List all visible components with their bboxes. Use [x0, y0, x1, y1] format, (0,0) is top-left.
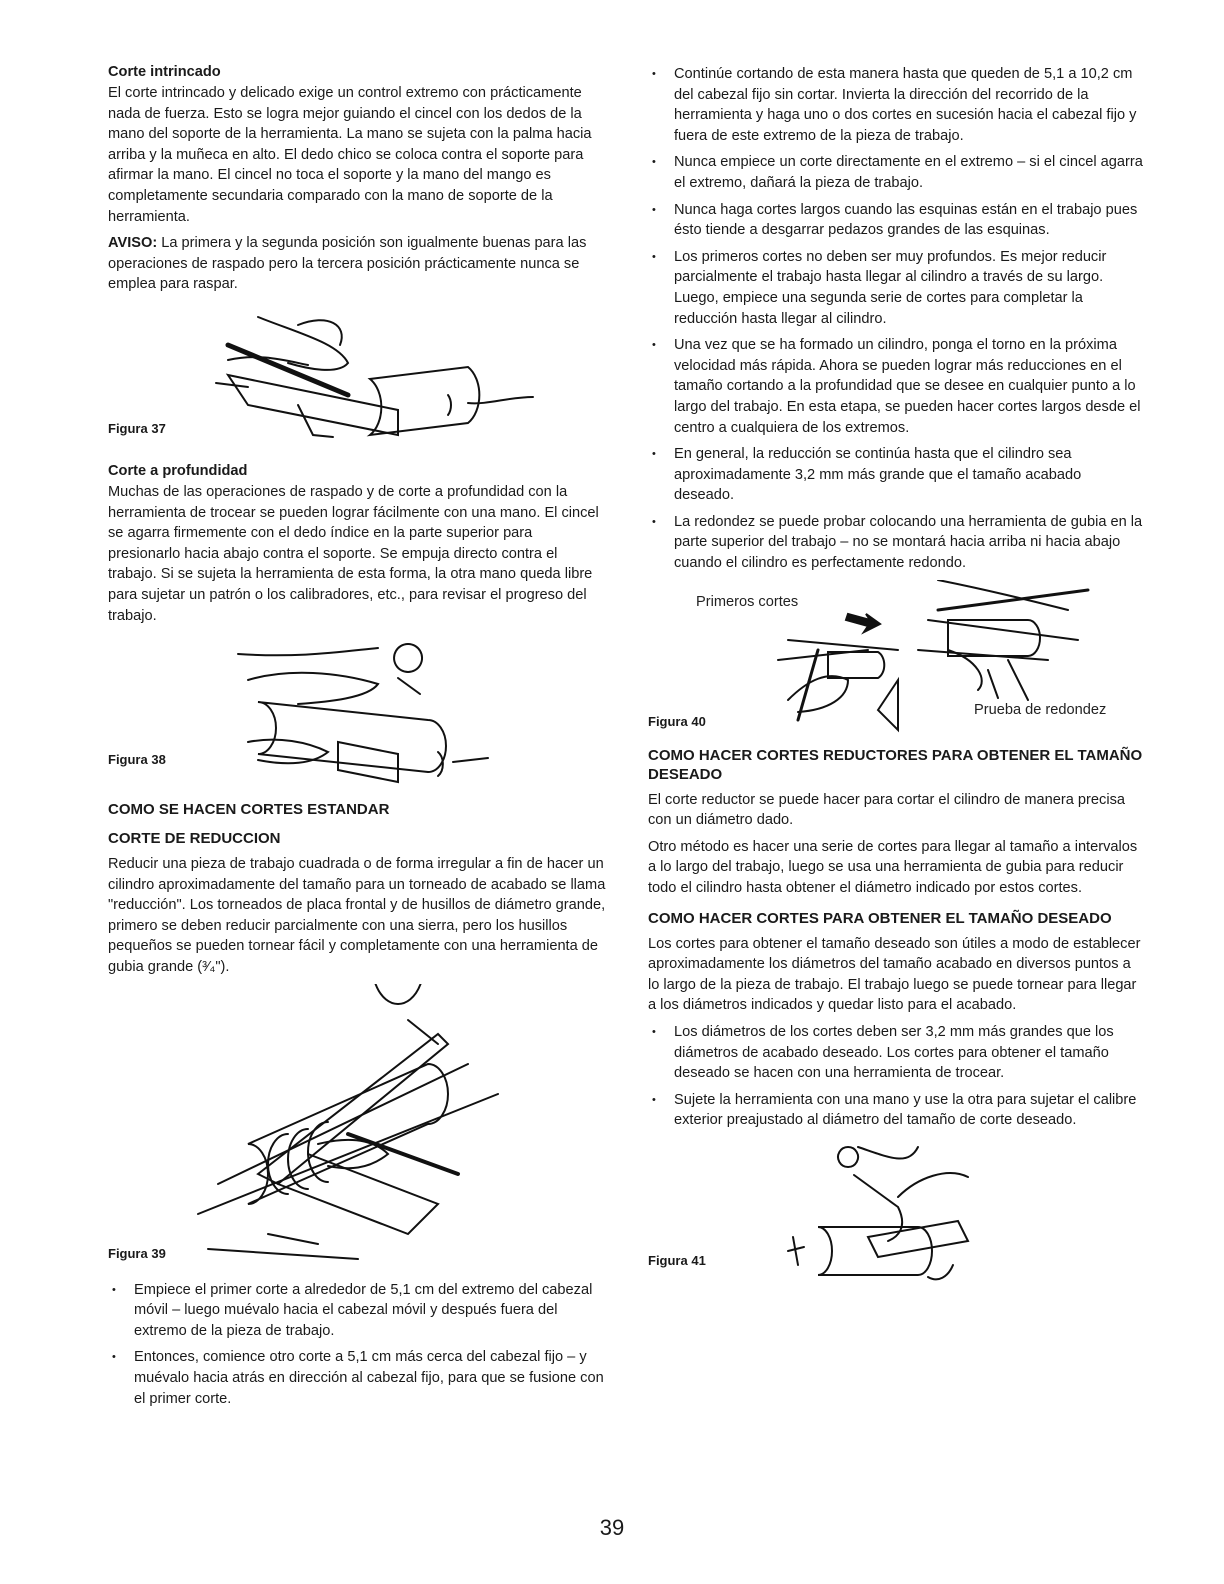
- list-item: • Entonces, comience otro corte a 5,1 cm más cerca del cabezal fijo – y muévalo hacia atrás en dirección al cabezal fijo, para que se fusione con el primer corte.: [108, 1347, 608, 1409]
- paragraph: El corte intrincado y delicado exige un control extremo con prácticamente nada de fuerza. Esto se logra mejor guiando el cincel con los dedos de la mano del soporte de la herramienta. La mano se sujeta con la palma hacia arriba y la muñeca en alto. El dedo chico se coloca contra el soporte para afirmar la mano. El cincel no toca el soporte y la mano del mango es completamente secundaria comparado con la mano de soporte de la herramienta.: [108, 85, 592, 225]
- note-text: La primera y la segunda posición son igualmente buenas para las operaciones de raspado pero la tercera posición prácticamente nunca se emplea para raspar.: [108, 235, 587, 293]
- list-item: • Nunca empiece un corte directamente en el extremo – si el cincel agarra el extremo, dañará la pieza de trabajo.: [648, 152, 1144, 193]
- list-item: • Una vez que se ha formado un cilindro, ponga el torno en la próxima velocidad más rápida. Ahora se pueden lograr más reducciones en el tamaño cortando a la profundidad que se desee en cualquier punto a lo largo del trabajo. En esta etapa, se pueden hacer cortes largos desde el centro a cualquiera de los extremos.: [648, 335, 1144, 438]
- figure-40: [648, 580, 1144, 740]
- figure-39-label: Figura 39: [108, 1245, 166, 1261]
- list-item: • Continúe cortando de esta manera hasta que queden de 5,1 a 10,2 cm del cabezal fijo sin cortar. Invierta la dirección del recorrido de la herramienta y haga uno o dos cortes en sucesión hacia el cabezal fijo y fuera de este extremo de la pieza de trabajo.: [648, 64, 1144, 146]
- note-paragraph: [108, 233, 608, 295]
- list-item: • Nunca haga cortes largos cuando las esquinas están en el trabajo pues ésto tiende a desgarrar pedazos grandes de las esquinas.: [648, 200, 1144, 241]
- section-title-corte-intrincado: Corte intrincado: [108, 64, 221, 80]
- paragraph: Otro método es hacer una serie de cortes para llegar al tamaño a intervalos a lo largo del trabajo, luego se usa una herramienta de gubia para reducir todo el cilindro hasta obtener el diámetro indicado por estos cortes.: [648, 838, 1138, 897]
- left-column: [108, 64, 608, 1415]
- paragraph: Los cortes para obtener el tamaño deseado son útiles a modo de establecer aproximadamente los diámetros del tamaño acabado en diversos puntos a lo largo de la pieza de trabajo. El trabajo luego se puede tornear para llegar a los diámetros indicados y quedar listo para el acabado.: [648, 935, 1141, 1014]
- list-item: • Los diámetros de los cortes deben ser 3,2 mm más grandes que los diámetros de acabado deseado. Los cortes para obtener el tamaño deseado se hacen con una herramienta de trocear.: [648, 1022, 1144, 1084]
- figure-37-illustration: [108, 305, 608, 453]
- figure-40-caption-first-cuts: Primeros cortes: [696, 593, 799, 610]
- bullet-list: [648, 64, 1144, 574]
- right-column: [648, 64, 1144, 1287]
- figure-40-label: Figura 40: [648, 713, 706, 729]
- figure-38-label: Figura 38: [108, 752, 166, 768]
- figure-41: [648, 1137, 1144, 1287]
- heading-cortes-tamano-deseado: COMO HACER CORTES PARA OBTENER EL TAMAÑO DESEADO: [648, 909, 1112, 927]
- list-item: • Sujete la herramienta con una mano y use la otra para sujetar el calibre exterior preajustado al diámetro del tamaño de corte deseado.: [648, 1090, 1144, 1131]
- list-item: • La redondez se puede probar colocando una herramienta de gubia en la parte superior del trabajo – no se montará hacia arriba ni hacia abajo cuando el cilindro es perfectamente redondo.: [648, 512, 1144, 574]
- figure-41-illustration: [648, 1137, 1144, 1287]
- figure-40-caption-roundness-test: Prueba de redondez: [974, 701, 1107, 718]
- figure-38: [108, 632, 608, 792]
- list-item: • En general, la reducción se continúa hasta que el cilindro sea aproximadamente 3,2 mm más grande que el tamaño acabado deseado.: [648, 444, 1144, 506]
- page-number: 39: [599, 1515, 625, 1540]
- paragraph: Muchas de las operaciones de raspado y de corte a profundidad con la herramienta de trocear se pueden lograr fácilmente con una mano. El cincel se agarra firmemente con el dedo índice en la parte superior para presionarlo hacia abajo contra el soporte. Se empuja directo contra el trabajo. Si se sujeta la herramienta de esta forma, la otra mano queda libre para sujetar un patrón o los calibradores, etc., para revisar el progreso del trabajo.: [108, 483, 599, 624]
- list-item: • Empiece el primer corte a alrededor de 5,1 cm del extremo del cabezal móvil – luego muévalo hacia el cabezal móvil y después fuera del extremo de la pieza de trabajo.: [108, 1280, 608, 1342]
- paragraph: El corte reductor se puede hacer para cortar el cilindro de manera precisa con un diámetro dado.: [648, 791, 1125, 829]
- figure-39-illustration: [108, 984, 608, 1266]
- heading-cortes-reductores: COMO HACER CORTES REDUCTORES PARA OBTENER EL TAMAÑO DESEADO: [648, 746, 1143, 783]
- bullet-list: [648, 1022, 1144, 1131]
- heading-cortes-estandar: COMO SE HACEN CORTES ESTANDAR: [108, 801, 390, 819]
- subheading-corte-de-reduccion: CORTE DE REDUCCION: [108, 830, 281, 848]
- section-title-corte-a-profundidad: Corte a profundidad: [108, 462, 248, 479]
- figure-38-illustration: [108, 632, 608, 792]
- note-label: AVISO:: [108, 235, 158, 252]
- figure-37-label: Figura 37: [108, 420, 166, 436]
- bullet-list: [108, 1280, 608, 1410]
- paragraph: Reducir una pieza de trabajo cuadrada o de forma irregular a fin de hacer un cilindro aproximadamente del tamaño para un torneado de acabado se llama "reducción". Los torneados de placa frontal y de husillos de diámetro grande, primero se deben reducir parcialmente con una sierra, pero los husillos pequeños se pueden tornear fácil y completamente con una herramienta de gubia grande (³⁄₄").: [108, 856, 606, 976]
- figure-39: [108, 984, 608, 1266]
- figure-37: [108, 305, 608, 453]
- figure-41-label: Figura 41: [648, 1252, 706, 1268]
- list-item: • Los primeros cortes no deben ser muy profundos. Es mejor reducir parcialmente el trabajo hasta llegar al cilindro a través de su largo. Luego, empiece una segunda serie de cortes para completar la reducción hasta llegar al cilindro.: [648, 247, 1144, 329]
